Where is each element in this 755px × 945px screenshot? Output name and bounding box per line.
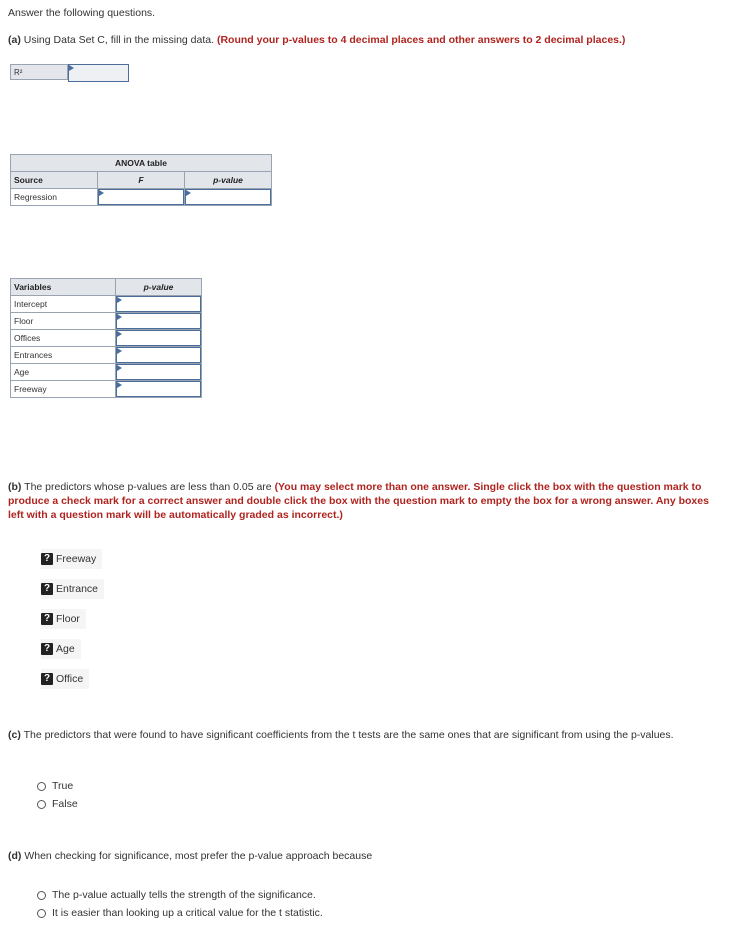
- checkbox-label: Entrance: [56, 583, 99, 595]
- question-mark-icon[interactable]: ?: [41, 673, 53, 685]
- part-a-instruction: (Round your p-values to 4 decimal places and other answers to 2 decimal places.): [216, 34, 626, 46]
- part-b-instruction: (You may select more than one answer. Single click the box with the question mark to produce a check mark for a correct answer and double click the box with the question mark to empty the box for a wrong answer. Any boxes left with a question mark will be automatically graded as incorrect.): [8, 481, 709, 521]
- question-mark-icon[interactable]: ?: [41, 553, 53, 565]
- anova-row-regression: Regression: [11, 189, 98, 206]
- part-d-question: [8, 850, 372, 862]
- part-c-label: (c): [8, 729, 21, 741]
- part-a-text: Using Data Set C, fill in the missing data.: [23, 34, 215, 46]
- var-row-floor: Floor: [11, 313, 116, 330]
- p-value-input-entrances[interactable]: [116, 347, 201, 363]
- part-c-question: [8, 728, 720, 742]
- radio-label: True: [52, 780, 74, 792]
- p-value-input-intercept[interactable]: [116, 296, 201, 312]
- var-row-freeway: Freeway: [11, 381, 116, 398]
- p-value-input-offices[interactable]: [116, 330, 201, 346]
- checkbox-label: Age: [56, 643, 75, 655]
- checkbox-age[interactable]: [41, 639, 81, 659]
- var-row-age: Age: [11, 364, 116, 381]
- radio-label: False: [52, 798, 78, 810]
- checkbox-entrance[interactable]: [41, 579, 104, 599]
- radio-circle-icon[interactable]: [37, 782, 46, 791]
- checkbox-floor[interactable]: [41, 609, 86, 629]
- checkbox-freeway[interactable]: [41, 549, 102, 569]
- var-row-entrances: Entrances: [11, 347, 116, 364]
- checkbox-label: Office: [56, 673, 84, 685]
- anova-title: ANOVA table: [11, 155, 272, 172]
- vars-col-p: p-value: [143, 282, 174, 292]
- question-mark-icon[interactable]: ?: [41, 613, 53, 625]
- anova-col-source: Source: [11, 172, 98, 189]
- checkbox-label: Freeway: [56, 553, 97, 565]
- checkbox-office[interactable]: [41, 669, 89, 689]
- part-b-text-2: p-values are less than 0.05 are: [127, 481, 272, 493]
- radio-circle-icon[interactable]: [37, 909, 46, 918]
- anova-f-input[interactable]: [98, 189, 184, 205]
- checkbox-label: Floor: [56, 613, 80, 625]
- part-d-text: When checking for significance, most prefer the p-value approach because: [24, 850, 373, 862]
- radio-strength[interactable]: [37, 889, 316, 901]
- part-b-label: (b): [8, 481, 22, 493]
- r-squared-input[interactable]: [68, 64, 129, 82]
- question-mark-icon[interactable]: ?: [41, 583, 53, 595]
- question-mark-icon[interactable]: ?: [41, 643, 53, 655]
- radio-false[interactable]: [37, 798, 78, 810]
- p-value-input-age[interactable]: [116, 364, 201, 380]
- anova-p-input[interactable]: [185, 189, 271, 205]
- r-squared-label: R²: [10, 64, 68, 80]
- part-c-text: The predictors that were found to have significant coefficients from the t tests are the same ones that are significant from using the p-values.: [23, 729, 674, 741]
- vars-col-variables: Variables: [11, 279, 116, 296]
- radio-circle-icon[interactable]: [37, 891, 46, 900]
- radio-true[interactable]: [37, 780, 73, 792]
- part-a-question: [8, 34, 625, 46]
- anova-table: [10, 154, 272, 206]
- anova-col-f: F: [138, 175, 144, 185]
- radio-circle-icon[interactable]: [37, 800, 46, 809]
- anova-col-p: p-value: [213, 175, 243, 185]
- p-value-input-freeway[interactable]: [116, 381, 201, 397]
- radio-easier[interactable]: [37, 907, 323, 919]
- variables-table: [10, 278, 202, 398]
- part-b-text-1: The predictors whose: [24, 481, 125, 493]
- p-value-input-floor[interactable]: [116, 313, 201, 329]
- radio-label: The p-value actually tells the strength of the significance.: [52, 889, 316, 901]
- intro-text: Answer the following questions.: [8, 7, 156, 19]
- radio-label: It is easier than looking up a critical value for the t statistic.: [52, 907, 323, 919]
- part-d-label: (d): [8, 850, 22, 862]
- part-b-question: [8, 480, 713, 522]
- var-row-intercept: Intercept: [11, 296, 116, 313]
- part-a-label: (a): [8, 34, 21, 46]
- var-row-offices: Offices: [11, 330, 116, 347]
